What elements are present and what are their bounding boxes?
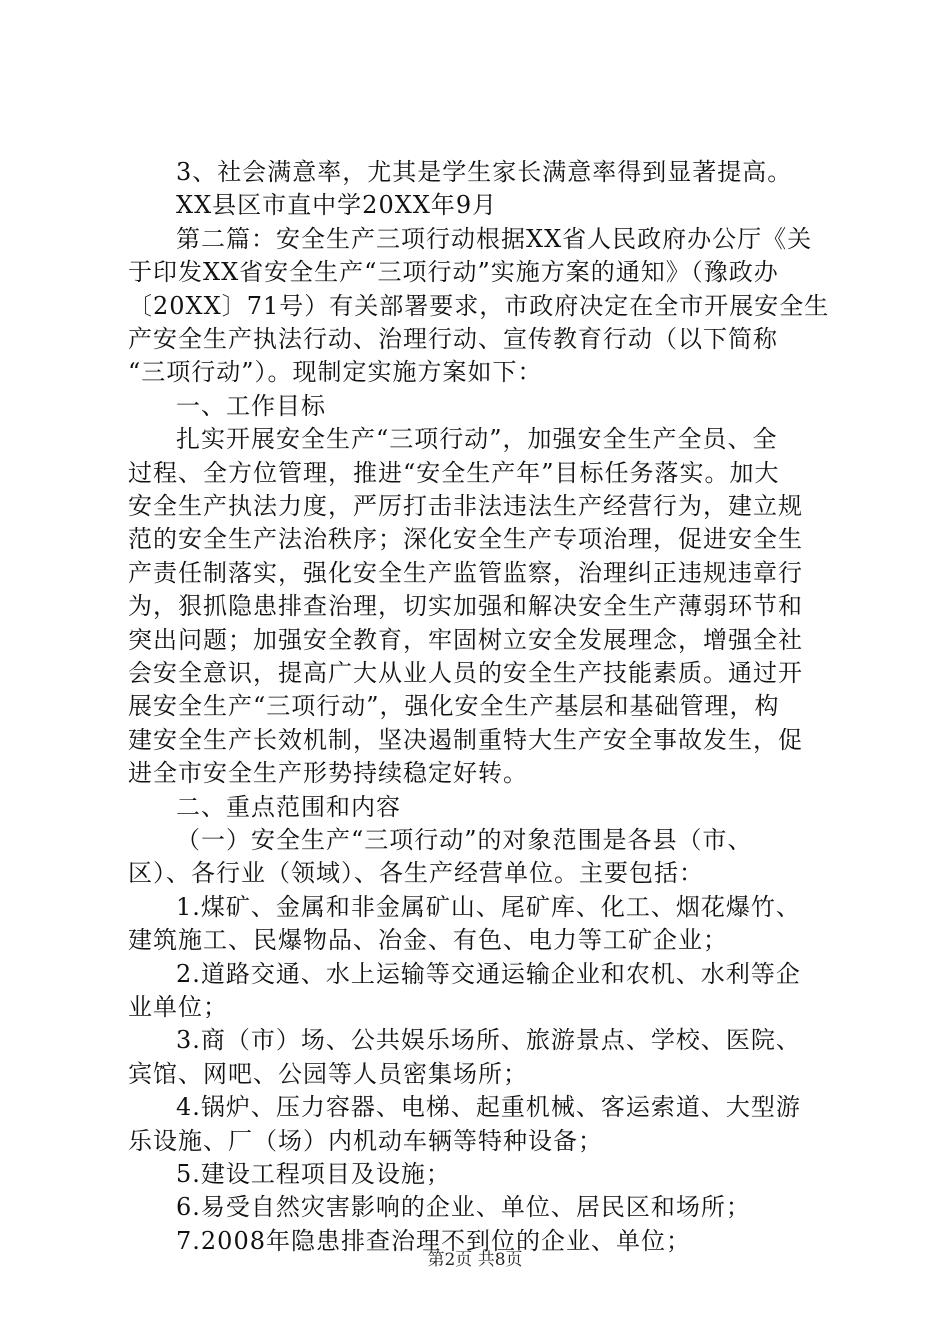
text-line: 第二篇：安全生产三项行动根据XX省人民政府办公厅《关 [176, 225, 813, 253]
text-line: 宾馆、网吧、公园等人员密集场所； [128, 1060, 528, 1088]
text-line: 6.易受自然灾害影响的企业、单位、居民区和场所； [176, 1193, 751, 1221]
text-line: 2.道路交通、水上运输等交通运输企业和农机、水利等企 [176, 960, 801, 988]
text-line: XX县区市直中学20XX年9月 [176, 191, 498, 219]
text-line: （一）安全生产“三项行动”的对象范围是各县（市、 [176, 826, 753, 854]
text-line: 于印发XX省安全生产“三项行动”实施方案的通知》（豫政办 [128, 258, 779, 286]
text-line: 安全生产执法力度，严厉打击非法违法生产经营行为，建立规 [128, 492, 803, 520]
text-line: 7.2008年隐患排查治理不到位的企业、单位； [176, 1227, 691, 1255]
text-line: 1.煤矿、金属和非金属矿山、尾矿库、化工、烟花爆竹、 [176, 893, 801, 921]
text-line: 3.商（市）场、公共娱乐场所、旅游景点、学校、医院、 [176, 1026, 801, 1054]
text-line: 过程、全方位管理，推进“安全生产年”目标任务落实。加大 [128, 459, 780, 487]
text-line: 扎实开展安全生产“三项行动”，加强安全生产全员、全 [176, 425, 778, 453]
text-line: 建安全生产长效机制，坚决遏制重特大生产安全事故发生，促 [128, 726, 803, 754]
text-line: 4.锅炉、压力容器、电梯、起重机械、客运索道、大型游 [176, 1093, 801, 1121]
text-line: 〔20XX〕71号）有关部署要求，市政府决定在全市开展安全生 [128, 292, 830, 320]
page-number-footer: 第2页 共8页 [427, 1250, 523, 1270]
text-line: 展安全生产“三项行动”，强化安全生产基层和基础管理，构 [128, 692, 780, 720]
text-line: 进全市安全生产形势持续稳定好转。 [128, 759, 528, 787]
text-line: 业单位； [128, 993, 228, 1021]
text-line: 3、社会满意率，尤其是学生家长满意率得到显著提高。 [176, 158, 793, 186]
text-line: 乐设施、厂（场）内机动车辆等特种设备； [128, 1127, 603, 1155]
text-line: 产安全生产执法行动、治理行动、宣传教育行动（以下简称 [128, 325, 778, 353]
text-line: 5.建设工程项目及设施； [176, 1160, 451, 1188]
text-line: 突出问题；加强安全教育，牢固树立安全发展理念，增强全社 [128, 626, 803, 654]
text-line: 一、工作目标 [176, 392, 326, 420]
text-line: 产责任制落实，强化安全生产监管监察，治理纠正违规违章行 [128, 559, 803, 587]
text-line: 二、重点范围和内容 [176, 793, 401, 821]
text-line: 会安全意识，提高广大从业人员的安全生产技能素质。通过开 [128, 659, 803, 687]
text-line: “三项行动”）。现制定实施方案如下： [128, 358, 543, 386]
text-line: 为，狠抓隐患排查治理，切实加强和解决安全生产薄弱环节和 [128, 592, 803, 620]
text-line: 范的安全生产法治秩序；深化安全生产专项治理，促进安全生 [128, 525, 803, 553]
text-line: 建筑施工、民爆物品、冶金、有色、电力等工矿企业； [128, 926, 728, 954]
text-line: 区）、各行业（领域）、各生产经营单位。主要包括： [128, 859, 704, 887]
